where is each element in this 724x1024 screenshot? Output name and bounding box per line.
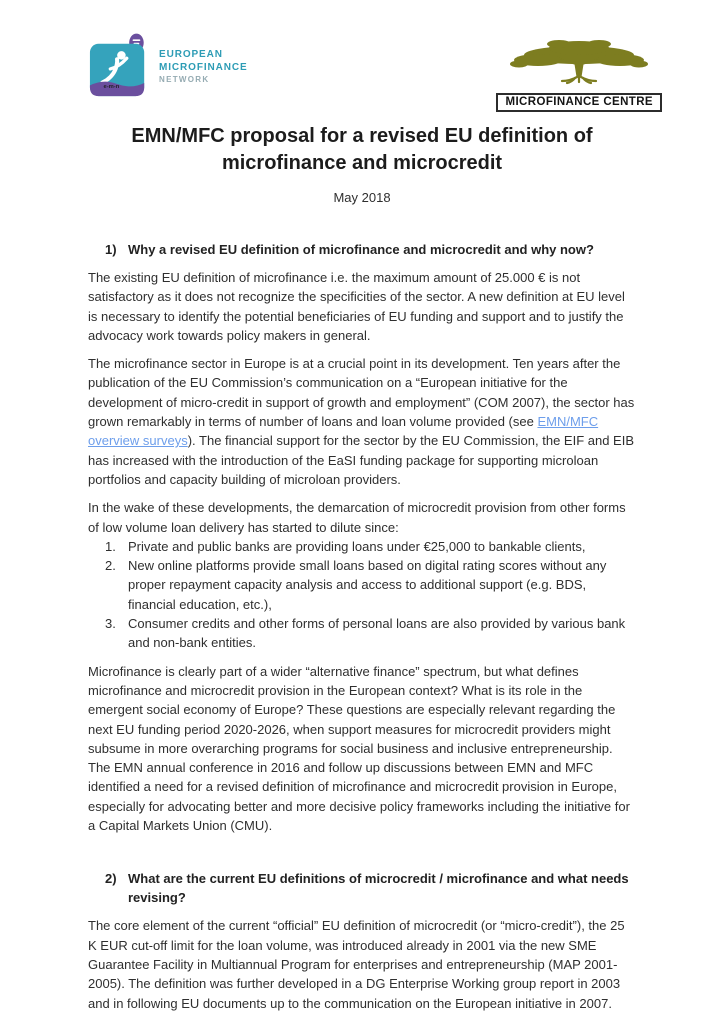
list-item-number: 2. (105, 558, 116, 574)
list-item-text: Consumer credits and other forms of personal loans are also provided by various bank and non-bank entities. (128, 616, 626, 651)
paragraph-existing-definition: The existing EU definition of microfinance i.e. the maximum amount of 25.000 € is not satisfactory as it does not recognize the specificities of the sector. A new definition at EU level is necessary to identify the potential beneficiaries of EU funding and support and to justify the advocacy work towards policy makers in general. (88, 270, 625, 343)
list-item (88, 537, 636, 556)
list-item (88, 556, 636, 614)
paragraph-list-intro: In the wake of these developments, the demarcation of microcredit provision from other forms of low volume loan delivery has started to dilute since: (88, 500, 626, 535)
paragraph-core-element: The core element of the current “official” EU definition of microcredit (or “micro-credit”), the 25 K EUR cut-off limit for the loan volume, was introduced already in 2001 via the new SME Guarantee Facility in Multiannual Program for enterprises and entrepreneurship (MAP 2001-2005). The definition was further developed in a DG Enterprise Working group report in 2003 and in following EU documents up to the communication on the European initiative in 2007. (88, 918, 625, 1011)
section-heading-2 (88, 869, 636, 907)
paragraph-sector-development (88, 354, 636, 489)
section-number: 1) (105, 242, 117, 257)
page-title (88, 123, 636, 177)
section-heading-1 (88, 240, 636, 259)
emn-logo-text (159, 48, 248, 86)
emn-text-line2: MICROFINANCE (159, 62, 248, 73)
emn-acronym-text: e-m-n (103, 83, 120, 90)
paragraph-text-post-link: ). The financial support for the sector by the EU Commission, the EIF and EIB has increased with the introduction of the EaSI funding package for supporting microloan portfolios and capacity building of microloan providers. (88, 433, 635, 487)
emn-logo (88, 33, 248, 106)
paragraph-alternative-finance: Microfinance is clearly part of a wider “alternative finance” spectrum, but what defines microfinance and microcredit provision in the European context? What is its role in the emergent social economy of Europe? These questions are especially relevant regarding the next EU funding period 2020-2026, when support measures for microcredit providers might subsume in more overarching programs for social business and inclusive entrepreneurship. The EMN annual conference in 2016 and follow up discussions between EMN and MFC identified a need for a revised definition of microfinance and microcredit provision in Europe, especially for advocating better and more decisive policy frameworks including the initiative for a Capital Markets Union (CMU). (88, 663, 630, 834)
document-date: May 2018 (333, 190, 391, 205)
page-title-line2: microfinance and microcredit (221, 152, 503, 174)
page-title-line1: EMN/MFC proposal for a revised EU definition of (131, 125, 593, 147)
emn-text-line3: NETWORK (159, 75, 210, 84)
emn-mfc-overview-surveys-link[interactable]: EMN/MFC overview surveys (88, 414, 599, 449)
mfc-logo-label: MICROFINANCE CENTRE (496, 93, 662, 112)
list-item-text: New online platforms provide small loans based on digital rating scores without any proper repayment capacity analysis and access to additional support (e.g. BDS, financial education, etc.), (128, 558, 607, 612)
section-title: Why a revised EU definition of microfinance and microcredit and why now? (128, 242, 594, 257)
section-title: What are the current EU definitions of microcredit / microfinance and what needs revising? (128, 871, 629, 906)
emn-figure-icon (88, 33, 150, 106)
list-item-number: 1. (105, 538, 116, 554)
emn-text-line1: EUROPEAN (159, 49, 223, 60)
list-item-number: 3. (105, 616, 116, 632)
header (88, 33, 653, 108)
paragraph-text-pre-link: The microfinance sector in Europe is at a crucial point in its development. Ten years after the publication of the EU Commission’s communication on a “European initiative for the development of micro-credit in support of growth and employment” (COM 2007), the sector has grown remarkably in terms of number of loans and loan volume provided (see (88, 356, 635, 430)
mfc-tree-icon (504, 35, 654, 92)
list-item-text: Private and public banks are providing loans under €25,000 to bankable clients, (128, 538, 586, 554)
section-number: 2) (105, 871, 117, 887)
numbered-list (88, 537, 636, 653)
list-item (88, 614, 636, 653)
mfc-logo (496, 35, 662, 112)
